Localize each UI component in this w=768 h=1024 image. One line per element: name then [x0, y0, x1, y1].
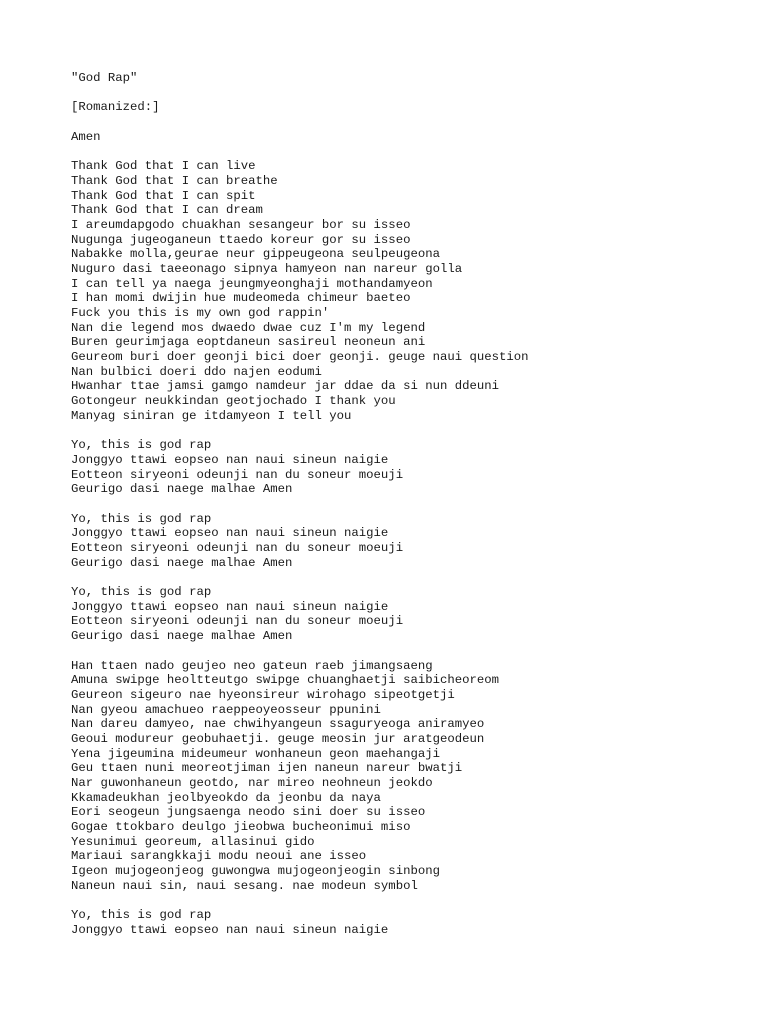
lyric-line: Geurigo dasi naege malhae Amen: [71, 629, 293, 644]
lyric-line: Thank God that I can dream: [71, 203, 263, 218]
lyric-line: Nuguro dasi taeeonago sipnya hamyeon nan nareur golla: [71, 261, 463, 276]
lyric-line: Thank God that I can live: [71, 159, 256, 174]
lyric-line: Nar guwonhaneun geotdo, nar mireo neohneun jeokdo: [71, 776, 433, 790]
lyric-line: Amuna swipge heoltteutgo swipge chuanghaetji saibicheoreom: [71, 673, 500, 688]
lyric-line: Jonggyo ttawi eopseo nan naui sineun naigie: [71, 452, 389, 467]
lyric-line: Igeon mujogeonjeog guwongwa mujogeonjeogin sinbong: [71, 864, 440, 879]
lyric-line: Eotteon siryeoni odeunji nan du soneur moeuji: [71, 467, 404, 482]
lyric-line: Yo, this is god rap: [71, 585, 212, 600]
lyric-line: Geurigo dasi naege malhae Amen: [71, 555, 293, 570]
chorus-1: [71, 438, 751, 497]
blank-line: [71, 644, 751, 659]
chorus-4: [71, 908, 751, 937]
blank-line: [71, 424, 751, 439]
verse-2: [71, 659, 751, 894]
lyric-line: Jonggyo ttawi eopseo nan naui sineun naigie: [71, 599, 389, 614]
lyric-line: I can tell ya naega jeungmyeonghaji mothandamyeon: [71, 276, 433, 291]
chorus-3: [71, 585, 751, 644]
lyric-line: Gotongeur neukkindan geotjochado I thank you: [71, 394, 396, 409]
lyric-line: Jonggyo ttawi eopseo nan naui sineun naigie: [71, 526, 389, 541]
lyric-line: Eotteon siryeoni odeunji nan du soneur moeuji: [71, 541, 404, 555]
romanized-label: [Romanized:]: [71, 100, 160, 115]
lyric-line: Gogae ttokbaro deulgo jieobwa bucheonimui miso: [71, 820, 411, 835]
lyric-line: Hwanhar ttae jamsi gamgo namdeur jar ddae da si nun ddeuni: [71, 379, 500, 394]
lyrics-document: [71, 71, 751, 938]
lyric-line: Buren geurimjaga eoptdaneun sasireul neoneun ani: [71, 335, 426, 350]
intro-line: Amen: [71, 129, 101, 144]
lyric-line: Thank God that I can spit: [71, 188, 256, 203]
blank-line: [71, 497, 751, 512]
lyric-line: Nugunga jugeoganeun ttaedo koreur gor su isseo: [71, 232, 411, 247]
lyric-line: Geureon sigeuro nae hyeonsireur wirohago sipeotgetji: [71, 687, 455, 702]
lyric-line: Nan dareu damyeo, nae chwihyangeun ssaguryeoga aniramyeo: [71, 717, 485, 732]
chorus-2: [71, 512, 751, 571]
lyric-line: Geoui modureur geobuhaetji. geuge meosin jur aratgeodeun: [71, 731, 485, 746]
lyric-line: Geu ttaen nuni meoreotjiman ijen naneun nareur bwatji: [71, 761, 463, 776]
lyric-line: Yo, this is god rap: [71, 438, 212, 453]
blank-line: [71, 894, 751, 909]
lyric-line: Manyag siniran ge itdamyeon I tell you: [71, 408, 352, 423]
lyric-line: Eotteon siryeoni odeunji nan du soneur moeuji: [71, 614, 404, 629]
lyric-line: Nan die legend mos dwaedo dwae cuz I'm my legend: [71, 320, 426, 335]
lyric-line: Yesunimui georeum, allasinui gido: [71, 834, 315, 849]
lyric-line: Han ttaen nado geujeo neo gateun raeb jimangsaeng: [71, 658, 433, 673]
lyric-line: Yena jigeumina mideumeur wonhaneun geon maehangaji: [71, 746, 440, 761]
lyric-line: Geureom buri doer geonji bici doer geonji. geuge naui question: [71, 350, 529, 365]
lyric-line: Yo, this is god rap: [71, 511, 212, 526]
lyric-line: I areumdapgodo chuakhan sesangeur bor su isseo: [71, 217, 411, 232]
verse-1: [71, 159, 751, 423]
lyric-line: Thank God that I can breathe: [71, 173, 278, 188]
lyric-line: Nabakke molla,geurae neur gippeugeona seulpeugeona: [71, 247, 440, 262]
lyric-line: Kkamadeukhan jeolbyeokdo da jeonbu da naya: [71, 790, 381, 805]
lyric-line: I han momi dwijin hue mudeomeda chimeur baeteo: [71, 291, 411, 306]
blank-line: [71, 86, 751, 101]
song-title: "God Rap": [71, 71, 138, 85]
blank-line: [71, 144, 751, 159]
lyric-line: Nan bulbici doeri ddo najen eodumi: [71, 364, 322, 379]
lyric-line: Geurigo dasi naege malhae Amen: [71, 482, 293, 497]
lyric-line: Jonggyo ttawi eopseo nan naui sineun naigie: [71, 922, 389, 937]
lyric-line: Yo, this is god rap: [71, 908, 212, 923]
blank-line: [71, 115, 751, 130]
lyric-line: Mariaui sarangkkaji modu neoui ane isseo: [71, 849, 367, 864]
blank-line: [71, 570, 751, 585]
lyric-line: Eori seogeun jungsaenga neodo sini doer su isseo: [71, 805, 426, 820]
lyric-line: Fuck you this is my own god rappin': [71, 306, 330, 320]
lyric-line: Nan gyeou amachueo raeppeoyeosseur ppunini: [71, 702, 381, 717]
lyric-line: Naneun naui sin, naui sesang. nae modeun symbol: [71, 878, 418, 893]
